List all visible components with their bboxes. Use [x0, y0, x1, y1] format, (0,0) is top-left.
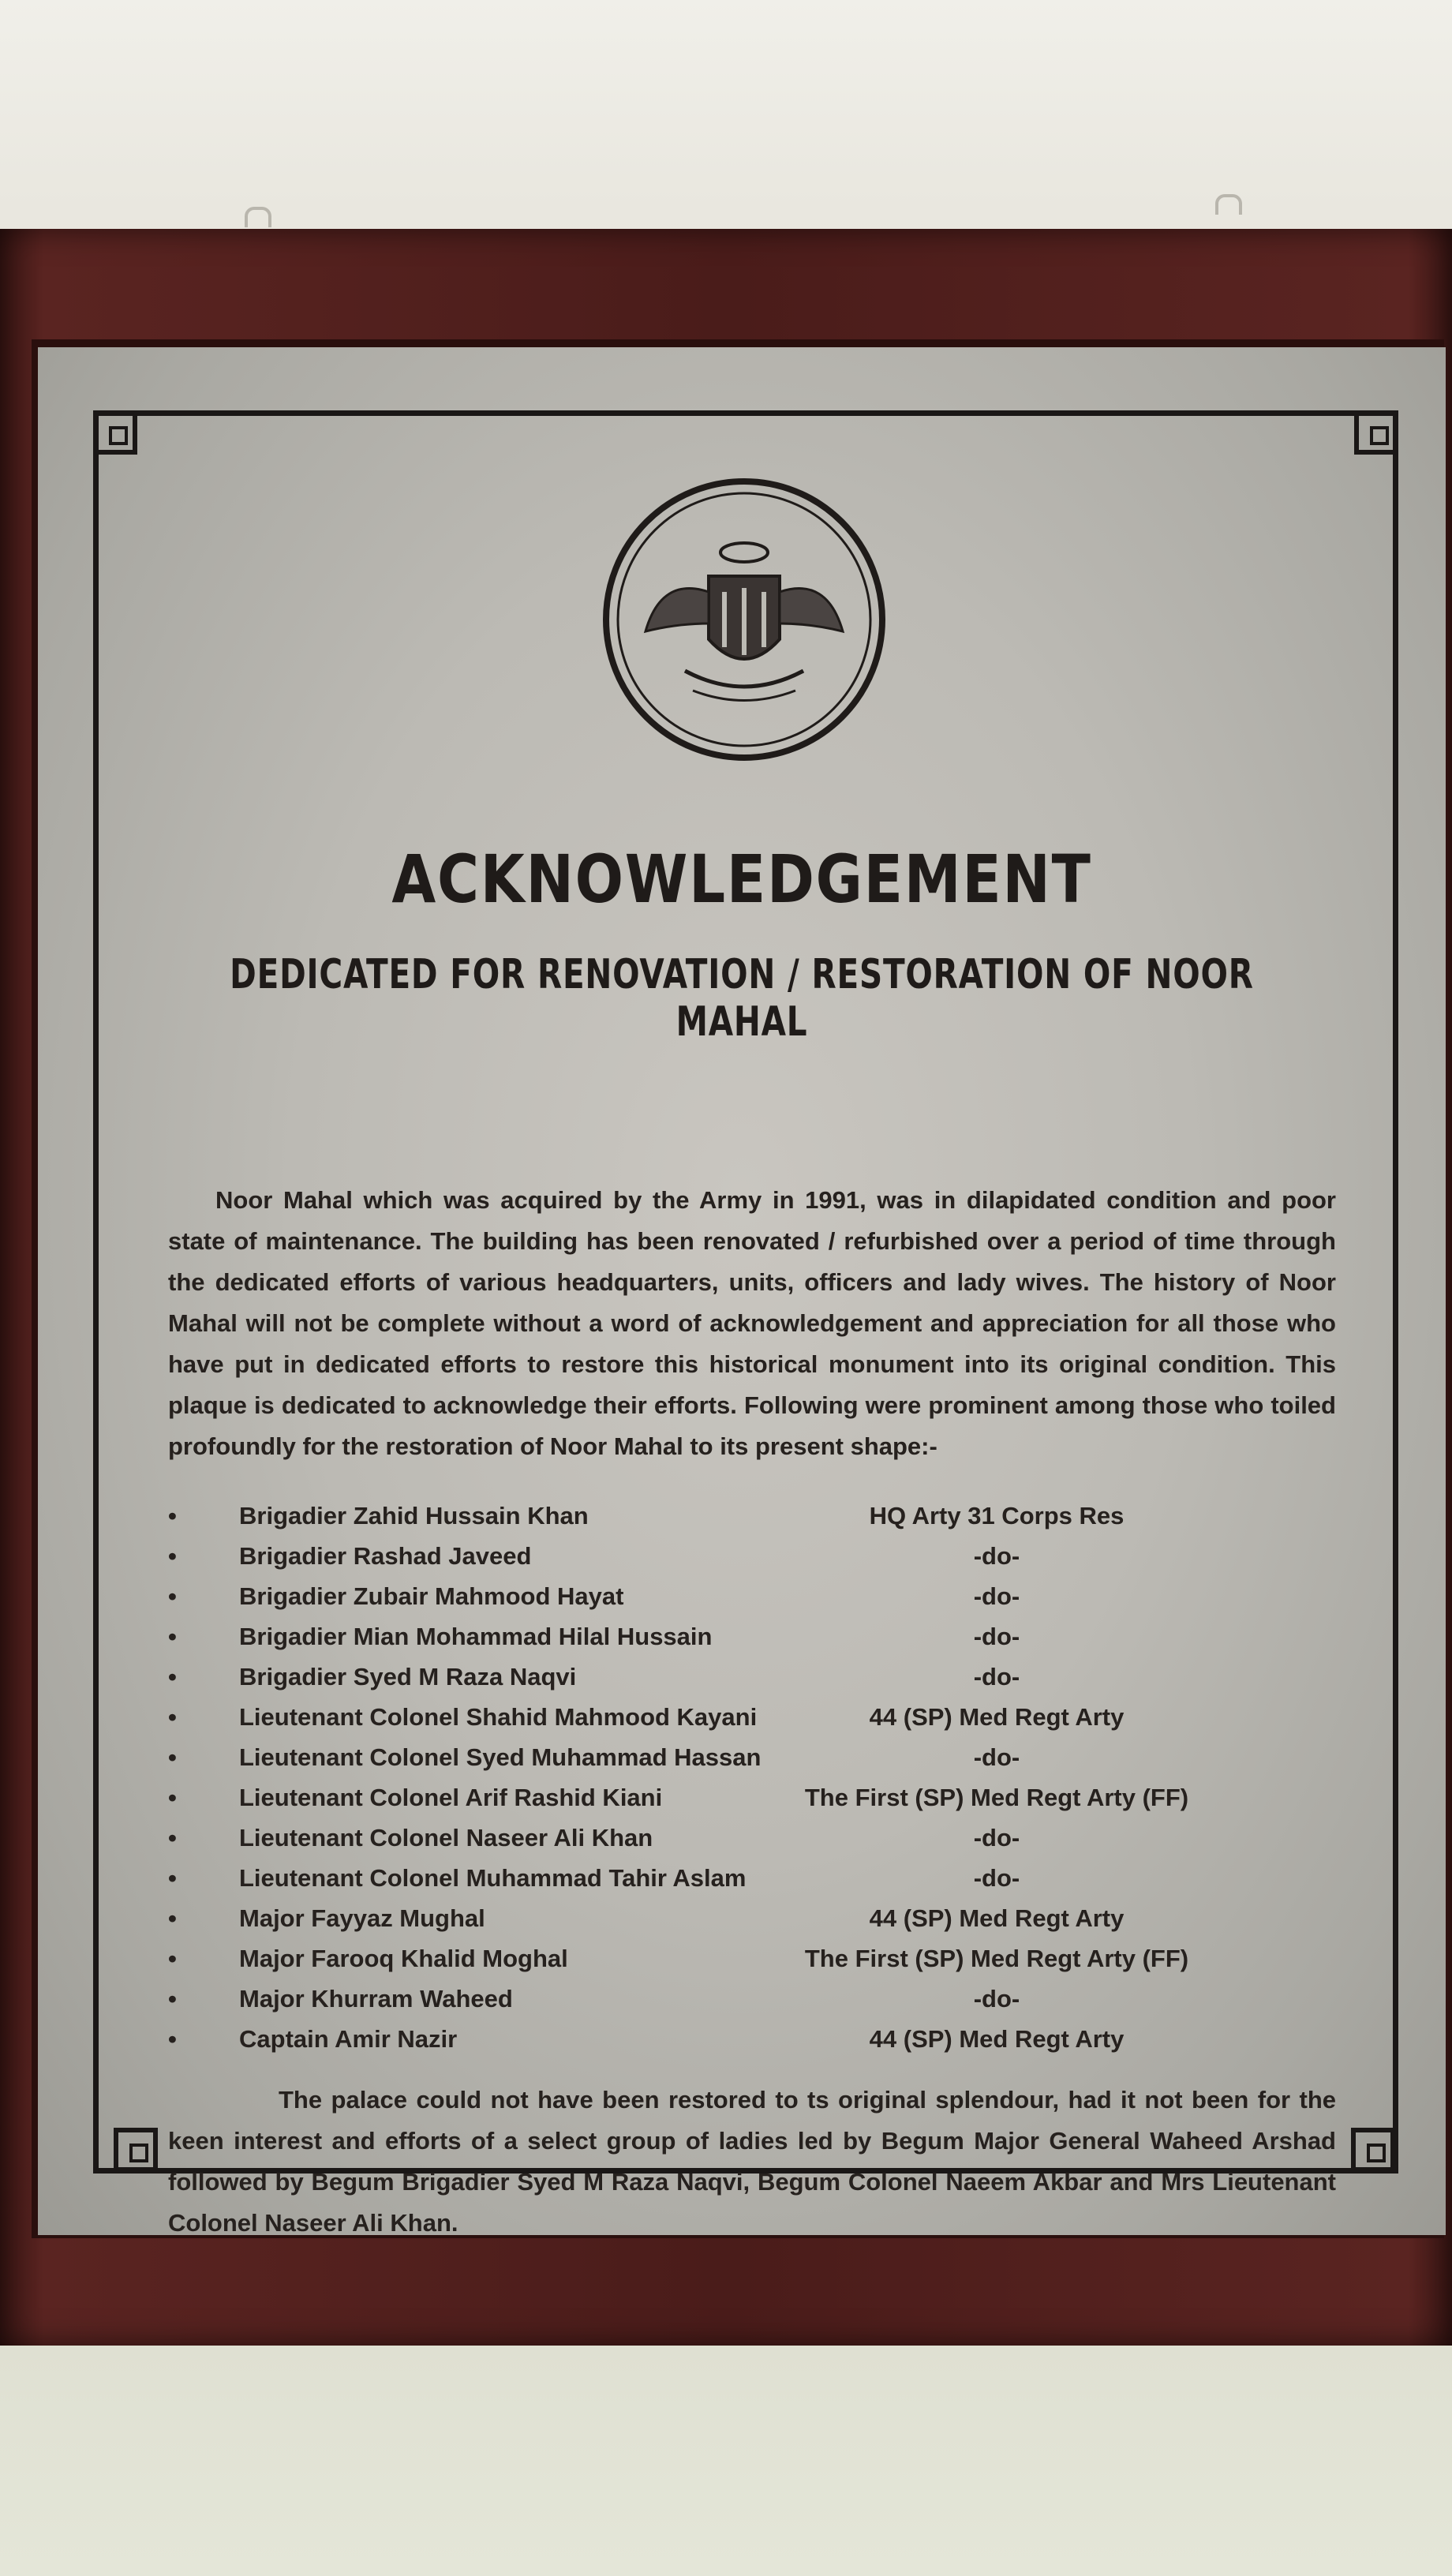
bullet: •	[168, 1904, 177, 1932]
entry-name: Brigadier Zahid Hussain Khan	[239, 1502, 589, 1530]
bullet: •	[168, 1623, 177, 1650]
entry-unit: -do-	[973, 1985, 1020, 2012]
entry-name: Brigadier Mian Mohammad Hilal Hussain	[239, 1623, 713, 1650]
acknowledgement-list	[168, 1502, 1383, 2065]
entry-name: Major Farooq Khalid Moghal	[239, 1945, 568, 1972]
bullet: •	[168, 1743, 177, 1771]
entry-unit: 44 (SP) Med Regt Arty	[869, 2025, 1125, 2053]
corner-ornament-top-left	[93, 410, 137, 455]
entry-unit: 44 (SP) Med Regt Arty	[869, 1904, 1125, 1932]
list-item	[168, 1502, 1383, 1542]
bullet: •	[168, 1542, 177, 1570]
list-item	[168, 1663, 1383, 1703]
entry-name: Major Khurram Waheed	[239, 1985, 513, 2012]
entry-name: Major Fayyaz Mughal	[239, 1904, 485, 1932]
bullet: •	[168, 1864, 177, 1892]
entry-unit: -do-	[973, 1743, 1020, 1771]
wall-below	[0, 2346, 1452, 2576]
list-item	[168, 1985, 1383, 2025]
bullet: •	[168, 1945, 177, 1972]
entry-name: Lieutenant Colonel Syed Muhammad Hassan	[239, 1743, 762, 1771]
entry-unit: The First (SP) Med Regt Arty (FF)	[804, 1784, 1189, 1811]
entry-name: Captain Amir Nazir	[239, 2025, 458, 2053]
entry-unit: -do-	[973, 1582, 1020, 1610]
wall-hook-right	[1215, 194, 1242, 215]
list-item	[168, 1784, 1383, 1824]
wooden-frame	[0, 229, 1452, 2346]
closing-paragraph: The palace could not have been restored to ts original splendour, had it not been for the keen interest and efforts of a select group of ladies led by Begum Major General Waheed Arshad followed by Begum Brigadier Syed M Raza Naqvi, Begum Colonel Naeem Akbar and Mrs Lieutenant Colonel Naseer Ali Khan.	[168, 2086, 1336, 2237]
list-item	[168, 1582, 1383, 1623]
entry-unit: -do-	[973, 1623, 1020, 1650]
bullet: •	[168, 2025, 177, 2053]
bullet: •	[168, 1502, 177, 1530]
list-item	[168, 1864, 1383, 1904]
list-item	[168, 1623, 1383, 1663]
wall-hook-left	[245, 207, 271, 227]
metal-plaque	[38, 347, 1446, 2235]
plaque-title: ACKNOWLEDGEMENT	[391, 841, 1092, 918]
bullet: •	[168, 1703, 177, 1731]
entry-name: Lieutenant Colonel Muhammad Tahir Aslam	[239, 1864, 747, 1892]
entry-unit: -do-	[973, 1824, 1020, 1852]
entry-name: Lieutenant Colonel Shahid Mahmood Kayani	[239, 1703, 758, 1731]
list-item	[168, 2025, 1383, 2065]
entry-unit: HQ Arty 31 Corps Res	[869, 1502, 1125, 1530]
list-item	[168, 1904, 1383, 1945]
entry-name: Brigadier Rashad Javeed	[239, 1542, 532, 1570]
intro-paragraph: Noor Mahal which was acquired by the Army in 1991, was in dilapidated condition and poor state of maintenance. The building has been renovated / refurbished over a period of time through the dedicated efforts of various headquarters, units, officers and lady wives. The history of Noor Mahal will not be complete without a word of acknowledgement and appreciation for all those who have put in dedicated efforts to restore this historical monument into its original condition. This plaque is dedicated to acknowledge their efforts. Following were prominent among those who toiled profoundly for the restoration of Noor Mahal to its present shape:-	[168, 1186, 1336, 1460]
entry-unit: -do-	[973, 1864, 1020, 1892]
entry-unit: 44 (SP) Med Regt Arty	[869, 1703, 1125, 1731]
entry-name: Brigadier Zubair Mahmood Hayat	[239, 1582, 624, 1610]
plaque-subtitle: DEDICATED FOR RENOVATION / RESTORATION OF NOOR MAHAL	[230, 951, 1254, 1046]
entry-name: Brigadier Syed M Raza Naqvi	[239, 1663, 577, 1690]
list-item	[168, 1824, 1383, 1864]
bullet: •	[168, 1784, 177, 1811]
entry-unit: -do-	[973, 1542, 1020, 1570]
corner-ornament-top-right	[1354, 410, 1398, 455]
list-item	[168, 1542, 1383, 1582]
bullet: •	[168, 1824, 177, 1852]
list-item	[168, 1703, 1383, 1743]
bullet: •	[168, 1582, 177, 1610]
corner-ornament-bottom-right	[1351, 2128, 1395, 2172]
list-item	[168, 1945, 1383, 1985]
bullet: •	[168, 1663, 177, 1690]
list-item	[168, 1743, 1383, 1784]
entry-name: Lieutenant Colonel Naseer Ali Khan	[239, 1824, 653, 1852]
bullet: •	[168, 1985, 177, 2012]
entry-name: Lieutenant Colonel Arif Rashid Kiani	[239, 1784, 663, 1811]
corner-ornament-bottom-left	[114, 2128, 158, 2172]
crest-emblem-icon	[590, 466, 898, 773]
entry-unit: -do-	[973, 1663, 1020, 1690]
entry-unit: The First (SP) Med Regt Arty (FF)	[804, 1945, 1189, 1972]
